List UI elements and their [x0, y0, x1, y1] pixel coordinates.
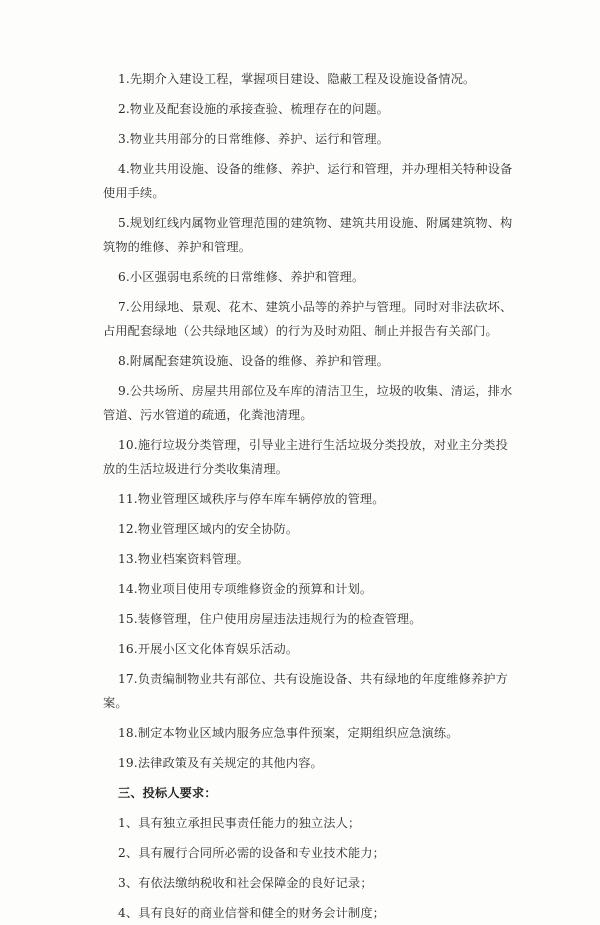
list-item: 14.物业项目使用专项维修资金的预算和计划。 — [118, 582, 373, 596]
list-item: 7.公用绿地、景观、花木、建筑小品等的养护与管理。同时对非法砍坏、占用配套绿地（公共绿地区域）的行为及时劝阻、制止并报告有关部门。 — [103, 300, 513, 338]
list-item: 9.公共场所、房屋共用部位及车库的清洁卫生，垃圾的收集、清运，排水管道、污水管道的疏通，化粪池清理。 — [103, 384, 513, 422]
list-item: 12.物业管理区域内的安全协防。 — [118, 522, 299, 536]
list-item: 18.制定本物业区域内服务应急事件预案，定期组织应急演练。 — [118, 726, 459, 740]
list-item: 15.装修管理，住户使用房屋违法违规行为的检查管理。 — [118, 612, 422, 626]
list-item: 4、具有良好的商业信誉和健全的财务会计制度； — [118, 906, 385, 920]
list-item: 5.规划红线内属物业管理范围的建筑物、建筑共用设施、附属建筑物、构筑物的维修、养护和管理。 — [103, 216, 513, 254]
list-item: 10.施行垃圾分类管理，引导业主进行生活垃圾分类投放，对业主分类投放的生活垃圾进行分类收集清理。 — [103, 438, 508, 476]
list-item: 13.物业档案资料管理。 — [118, 552, 249, 566]
list-item: 19.法律政策及有关规定的其他内容。 — [118, 756, 323, 770]
list-item: 1.先期介入建设工程，掌握项目建设、隐蔽工程及设施设备情况。 — [118, 72, 476, 86]
list-item: 11.物业管理区域秩序与停车库车辆停放的管理。 — [118, 492, 385, 506]
list-item: 17.负责编制物业共有部位、共有设施设备、共有绿地的年度维修养护方案。 — [103, 672, 508, 710]
list-item: 1、具有独立承担民事责任能力的独立法人； — [118, 816, 361, 830]
list-item: 3、有依法缴纳税收和社会保障金的良好记录； — [118, 876, 373, 890]
list-item: 2、具有履行合同所必需的设备和专业技术能力； — [118, 846, 385, 860]
list-item: 3.物业共用部分的日常维修、养护、运行和管理。 — [118, 132, 390, 146]
list-item: 2.物业及配套设施的承接查验、梳理存在的问题。 — [118, 102, 390, 116]
list-item: 4.物业共用设施、设备的维修、养护、运行和管理，并办理相关特种设备使用手续。 — [103, 162, 513, 200]
list-item: 6.小区强弱电系统的日常维修、养护和管理。 — [118, 270, 365, 284]
list-item: 16.开展小区文化体育娱乐活动。 — [118, 642, 299, 656]
document-body — [103, 67, 520, 925]
section-heading: 三、投标人要求： — [118, 786, 217, 800]
list-item: 8.附属配套建筑设施、设备的维修、养护和管理。 — [118, 354, 390, 368]
